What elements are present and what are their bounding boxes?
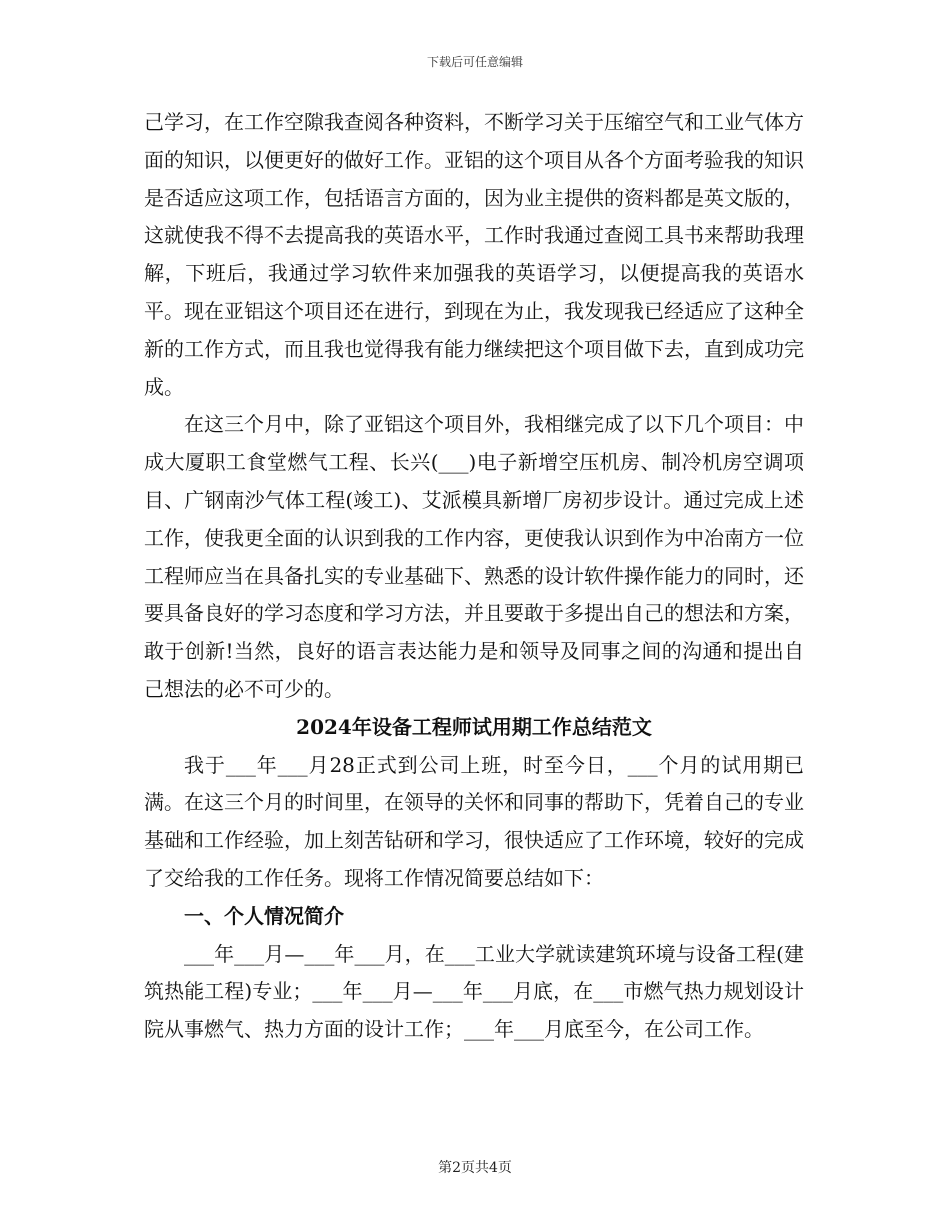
section-heading-1: 一、个人情况简介 [184, 903, 344, 928]
paragraph-4: ___年___月—___年___月，在___工业大学就读建筑环境与设备工程(建筑热能工程)专业；___年___月—___年___月底，在___市燃气热力规划设计院从事燃气、热力方面的设计工作；___年___月底至今，在公司工作。 [144, 941, 804, 1042]
document-body [144, 104, 804, 1049]
paragraph-3: 我于___年___月28正式到公司上班，时至今日，___个月的试用期已满。在这三个月的时间里，在领导的关怀和同事的帮助下，凭着自己的专业基础和工作经验，加上刻苦钻研和学习，很快适应了工作环境，较好的完成了交给我的工作任务。现将工作情况简要总结如下： [144, 752, 804, 890]
paragraph-2: 在这三个月中，除了亚铝这个项目外，我相继完成了以下几个项目：中成大厦职工食堂燃气工程、长兴(___)电子新增空压机房、制冷机房空调项目、广钢南沙气体工程(竣工)、艾派模具新增厂房初步设计。通过完成上述工作，使我更全面的认识到我的工作内容，更使我认识到作为中冶南方一位工程师应当在具备扎实的专业基础下、熟悉的设计软件操作能力的同时，还要具备良好的学习态度和学习方法，并且要敢于多提出自己的想法和方案，敢于创新!当然，良好的语言表达能力是和领导及同事之间的沟通和提出自己想法的必不可少的。 [144, 412, 804, 701]
paragraph-1: 己学习，在工作空隙我查阅各种资料，不断学习关于压缩空气和工业气体方面的知识，以便更好的做好工作。亚铝的这个项目从各个方面考验我的知识是否适应这项工作，包括语言方面的，因为业主提供的资料都是英文版的，这就使我不得不去提高我的英语水平，工作时我通过查阅工具书来帮助我理解，下班后，我通过学习软件来加强我的英语学习，以便提高我的英语水平。现在亚铝这个项目还在进行，到现在为止，我发现我已经适应了这种全新的工作方式，而且我也觉得我有能力继续把这个项目做下去，直到成功完成。 [144, 110, 804, 399]
document-title: 2024年设备工程师试用期工作总结范文 [296, 714, 652, 739]
page-header: 下载后可任意编辑 [426, 55, 523, 69]
page-footer: 第2页共4页 [438, 1160, 512, 1176]
